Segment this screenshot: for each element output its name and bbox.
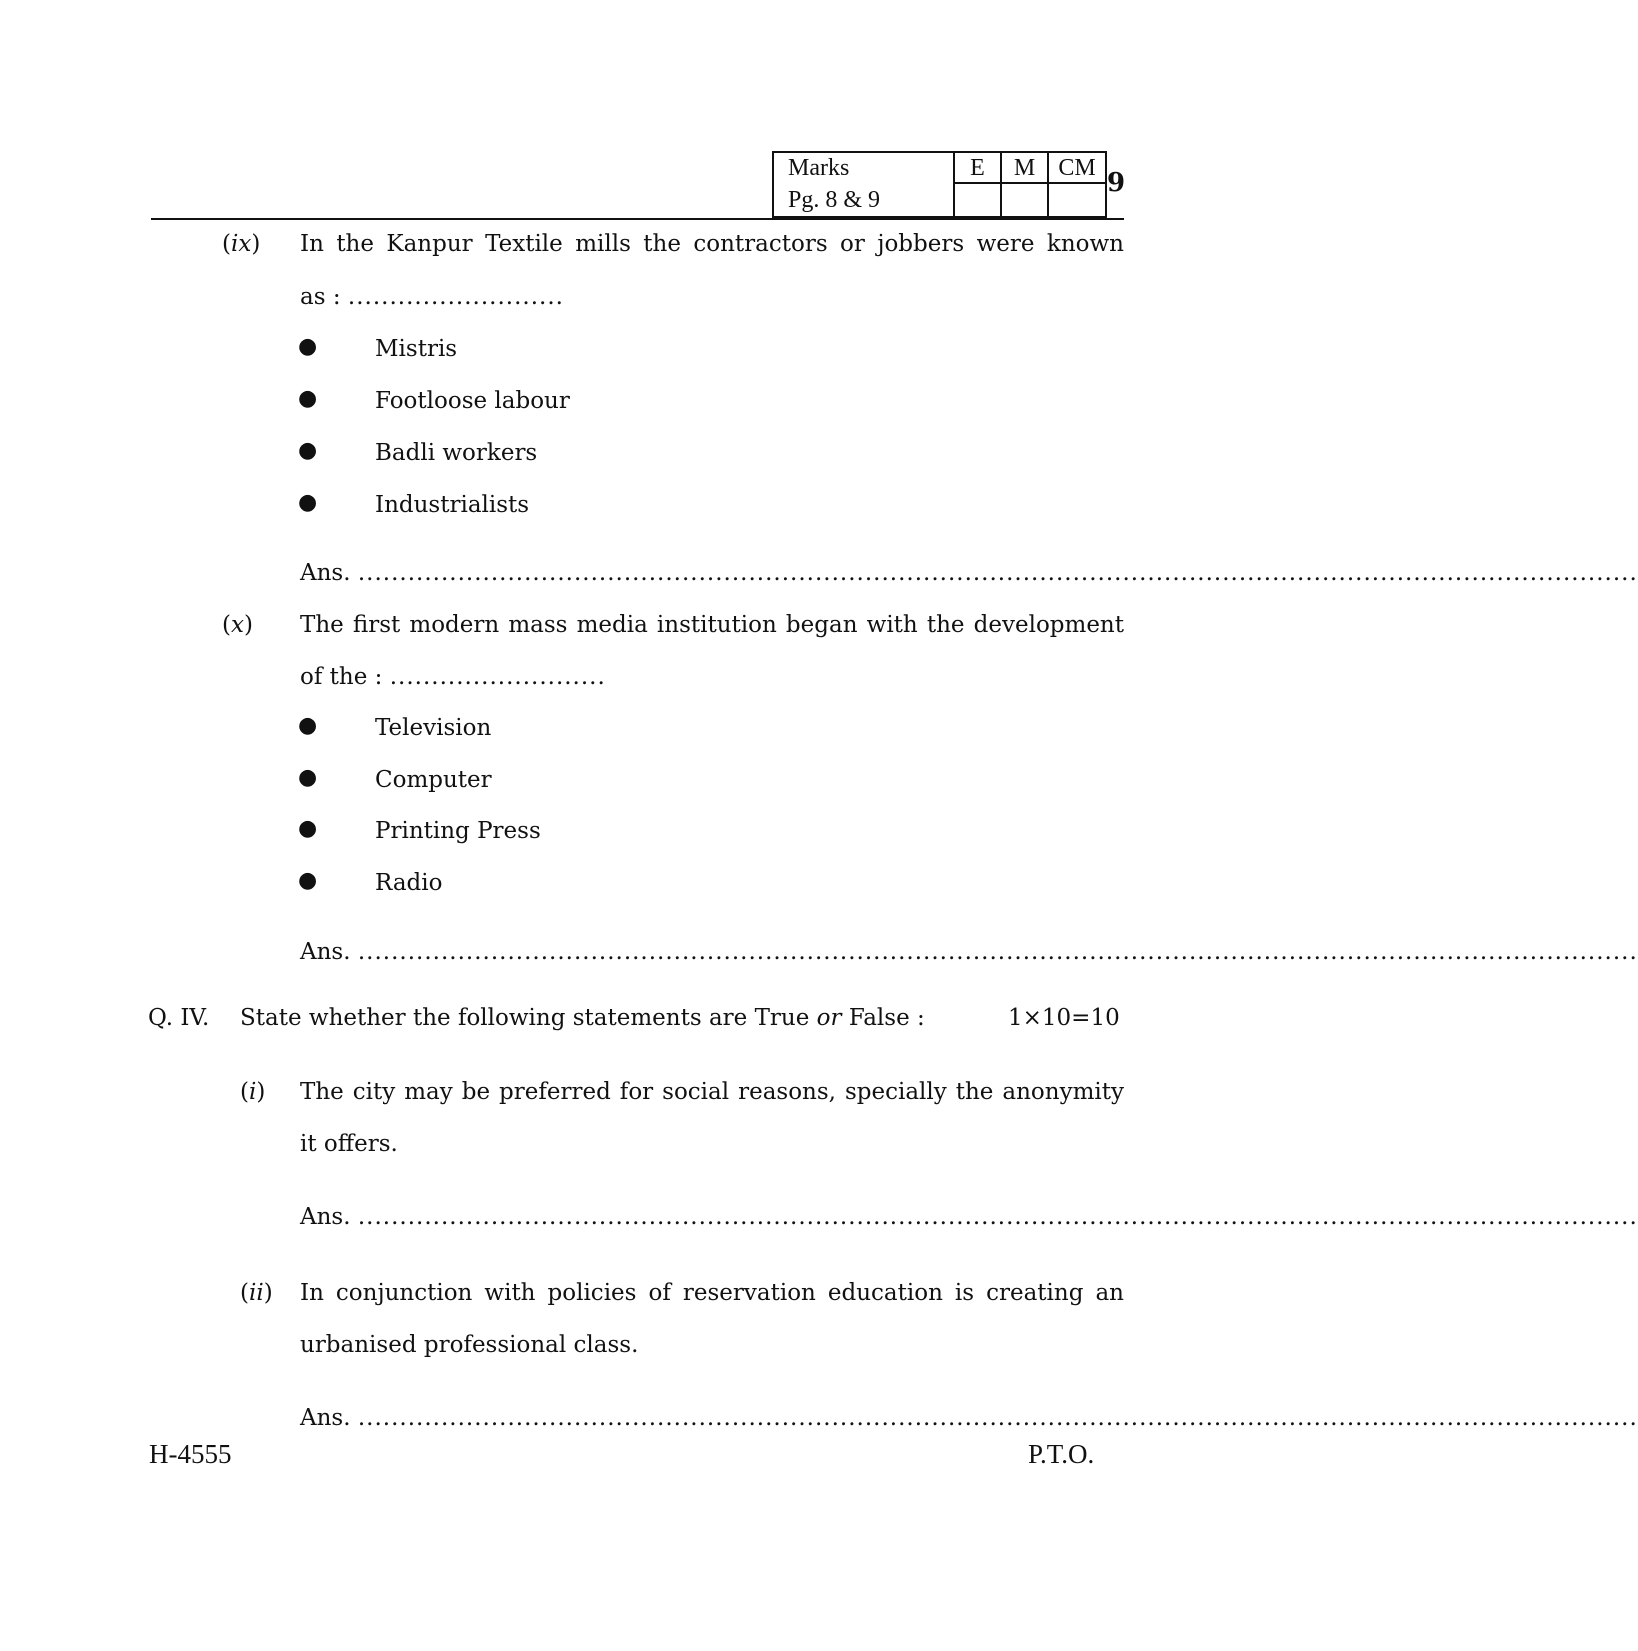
question-iv-label: Q. IV. [148,1005,210,1031]
option-x-4: Radio [375,870,443,896]
marks-table [772,151,1107,218]
answer-line-iv-ii[interactable]: Ans. .......................................................................................................................................................... [300,1405,1638,1431]
question-iv-number-i: (i) [240,1079,266,1105]
marks-cell-m[interactable] [1001,183,1048,217]
question-iv-number-ii: (ii) [240,1280,273,1306]
option-ix-4: Industrialists [375,492,530,518]
option-ix-2: Footloose labour [375,388,570,414]
marks-col-m: M [1001,152,1048,183]
answer-line-x[interactable]: Ans. .......................................................................................................................................................... [300,939,1638,965]
bullet-icon: ● [298,765,318,790]
marks-cell-cm[interactable] [1048,183,1106,217]
header-rule [151,218,1124,220]
question-iv-marks: 1×10=10 [1008,1005,1120,1031]
pages-label: Pg. 8 & 9 [773,183,954,217]
question-iv-ii-text-cont: urbanised professional class. [300,1332,639,1358]
question-iv-i-text-cont: it offers. [300,1131,398,1157]
question-ix-text: In the Kanpur Textile mills the contractors or jobbers were known [300,231,1124,257]
question-x-text: The first modern mass media institution began with the development [300,612,1124,638]
bullet-icon: ● [298,490,318,515]
bullet-icon: ● [298,816,318,841]
question-iv-instruction: State whether the following statements are True or False : [240,1005,925,1031]
pto-label: P.T.O. [1028,1439,1095,1469]
marks-col-e: E [954,152,1001,183]
option-ix-3: Badli workers [375,440,538,466]
question-ix-text-cont: as : .......................... [300,284,564,310]
option-x-1: Television [375,715,492,741]
answer-line-iv-i[interactable]: Ans. .......................................................................................................................................................... [300,1204,1638,1230]
question-iv-ii-text: In conjunction with policies of reservation education is creating an [300,1280,1124,1306]
question-number-x: (x) [222,612,253,638]
question-x-text-cont: of the : .......................... [300,664,606,690]
question-iv-i-text: The city may be preferred for social reasons, specially the anonymity [300,1079,1124,1105]
marks-label: Marks [773,152,954,183]
option-ix-1: Mistris [375,336,458,362]
question-number-ix: (ix) [222,231,261,257]
marks-cell-e[interactable] [954,183,1001,217]
bullet-icon: ● [298,438,318,463]
page-number: 9 [1107,168,1126,198]
paper-code: H-4555 [149,1439,232,1469]
bullet-icon: ● [298,334,318,359]
bullet-icon: ● [298,386,318,411]
bullet-icon: ● [298,868,318,893]
marks-col-cm: CM [1048,152,1106,183]
answer-line-ix[interactable]: Ans. .......................................................................................................................................................... [300,560,1638,586]
bullet-icon: ● [298,713,318,738]
option-x-3: Printing Press [375,818,541,844]
option-x-2: Computer [375,767,492,793]
